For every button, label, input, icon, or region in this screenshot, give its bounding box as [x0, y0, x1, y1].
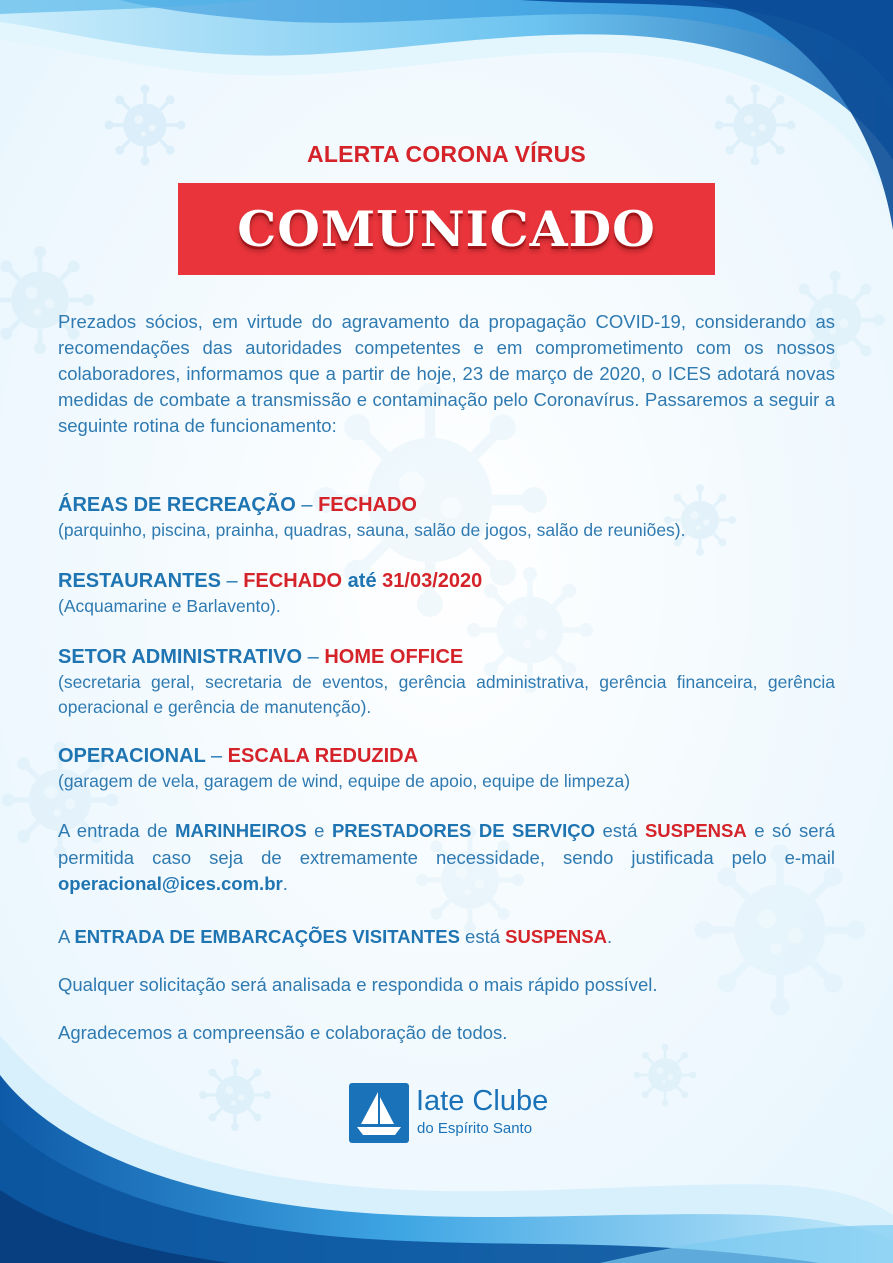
section-status: FECHADO: [318, 494, 417, 516]
section-description: (parquinho, piscina, prainha, quadras, sauna, salão de jogos, salão de reuniões).: [58, 520, 686, 540]
text: A entrada de: [58, 820, 176, 841]
email-address: operacional@ices.com.br: [58, 873, 283, 894]
emphasis-sailors: MARINHEIROS: [175, 820, 307, 841]
alert-title: ALERTA CORONA VÍRUS: [307, 141, 586, 167]
club-logo: [349, 1083, 559, 1143]
text: .: [606, 926, 613, 947]
logo-title: Iate Clube: [416, 1085, 549, 1117]
emphasis-service-providers: PRESTADORES DE SERVIÇO: [331, 820, 595, 841]
text: A: [58, 926, 75, 947]
emphasis-suspended: SUSPENSA: [505, 926, 607, 947]
section-administrative: [58, 644, 835, 720]
section-heading: [58, 743, 835, 769]
section-name: OPERACIONAL: [58, 745, 206, 767]
logo-subtitle: do Espírito Santo: [417, 1120, 533, 1137]
section-heading: [58, 568, 835, 594]
section-status: FECHADO: [243, 570, 343, 592]
section-status: HOME OFFICE: [324, 646, 464, 668]
intro-paragraph: Prezados sócios, em virtude do agravamento da propagação COVID-19, considerando as recomendações das autoridades competentes e em comprometimento com os nossos colaboradores, informamos que a partir de hoje, 23 de março de 2020, o ICES adotará novas medidas de combate a transmissão e contaminação pelo Coronavírus. Passaremos a seguir a seguinte rotina de funcionamento:: [58, 311, 835, 436]
section-status: ESCALA REDUZIDA: [227, 745, 419, 767]
section-description: (Acquamarine e Barlavento).: [58, 596, 281, 616]
logo-badge: [349, 1083, 409, 1143]
section-heading: [58, 492, 835, 518]
notice-entry-paragraph: [58, 818, 835, 898]
closing-line-2: Agradecemos a compreensão e colaboração de todos.: [58, 1022, 508, 1043]
section-name: ÁREAS DE RECREAÇÃO: [58, 494, 296, 516]
closing-line-1: Qualquer solicitação será analisada e respondida o mais rápido possível.: [58, 974, 658, 995]
section-dash: –: [307, 646, 319, 668]
section-description: (secretaria geral, secretaria de eventos, gerência administrativa, gerência financeira, gerência operacional e gerência de manutenção).: [58, 672, 835, 717]
section-until-word: até: [347, 570, 377, 592]
emphasis-suspended: SUSPENSA: [644, 820, 747, 841]
text: .: [282, 873, 288, 894]
section-dash: –: [226, 570, 238, 592]
section-until-date: 31/03/2020: [382, 570, 483, 592]
emphasis-visiting-boats: ENTRADA DE EMBARCAÇÕES VISITANTES: [74, 926, 460, 947]
text: e: [306, 820, 332, 841]
text: está: [459, 926, 506, 947]
text: está: [595, 820, 645, 841]
section-recreation: [58, 492, 835, 543]
banner-title: COMUNICADO: [237, 200, 656, 258]
section-restaurants: [58, 568, 835, 619]
section-dash: –: [210, 745, 223, 767]
text: e só será permitida caso seja de extremamente necessidade, sendo justificada pelo e-mail: [58, 820, 835, 868]
section-name: SETOR ADMINISTRATIVO: [58, 646, 303, 668]
section-operational: [58, 743, 835, 794]
notice-boats-paragraph: [58, 924, 835, 951]
section-description: (garagem de vela, garagem de wind, equipe de apoio, equipe de limpeza): [58, 771, 631, 791]
sailboat-icon: [349, 1083, 409, 1143]
section-name: RESTAURANTES: [58, 570, 221, 592]
banner: [178, 183, 715, 275]
section-dash: –: [301, 494, 313, 516]
section-heading: [58, 644, 835, 670]
